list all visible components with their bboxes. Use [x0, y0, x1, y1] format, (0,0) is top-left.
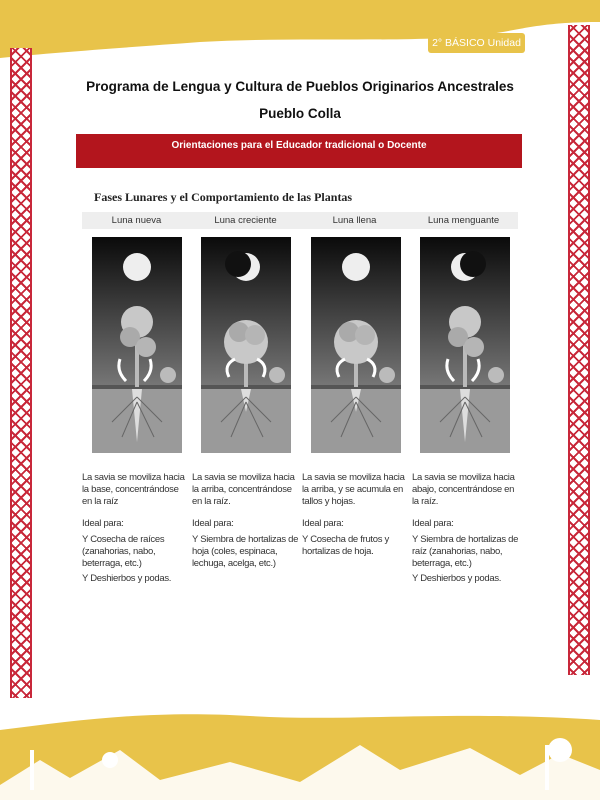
grade-badge: 2° BÁSICO Unidad 2: [428, 33, 525, 53]
left-pattern-border: [10, 48, 32, 698]
ideal-item: Y Siembra de hortalizas de hoja (coles, espinaca, lechuga, acelga, etc.): [192, 534, 299, 569]
section-banner: Orientaciones para el Educador tradicional o Docente: [76, 134, 522, 168]
ideal-label: Ideal para:: [82, 518, 124, 529]
moon-phase-illustration: [201, 237, 291, 453]
ideal-item: Y Deshierbos y podas.: [412, 573, 502, 584]
ideal-item: Y Cosecha de raíces (zanahorias, nabo, beterraga, etc.): [82, 534, 165, 569]
moon-phase-illustration: [420, 237, 510, 453]
phase-header: Luna nueva: [111, 215, 162, 226]
phase-description: La savia se moviliza hacia la arriba, concentrándose en la raíz.: [192, 472, 295, 507]
phase-header-row: [82, 212, 518, 229]
section-title: Fases Lunares y el Comportamiento de las Plantas: [94, 190, 353, 204]
ideal-item: Y Cosecha de frutos y hortalizas de hoja.: [302, 534, 389, 557]
ideal-label: Ideal para:: [192, 518, 234, 529]
phase-header: Luna creciente: [214, 215, 277, 226]
page-title: Programa de Lengua y Cultura de Pueblos Originarios Ancestrales: [86, 79, 514, 94]
moon-icon: [123, 253, 151, 281]
ideal-label: Ideal para:: [412, 518, 454, 529]
page-subtitle: Pueblo Colla: [259, 106, 341, 121]
phase-header: Luna llena: [332, 215, 377, 226]
phase-description-column: [302, 472, 410, 558]
ideal-item: Y Siembra de hortalizas de raíz (zanahorias, nabo, beterraga, etc.): [412, 534, 519, 569]
phase-description-column: [82, 472, 190, 585]
phase-description-column: [192, 472, 300, 570]
phase-description-column: [412, 472, 520, 585]
moon-icon: [342, 253, 370, 281]
phase-description: La savia se moviliza hacia la base, concentrándose en la raíz: [82, 472, 185, 507]
ideal-item: Y Deshierbos y podas.: [82, 573, 172, 584]
phase-header: Luna menguante: [427, 215, 500, 226]
ideal-label: Ideal para:: [302, 518, 344, 529]
moon-phase-illustration: [92, 237, 182, 453]
right-pattern-border: [568, 25, 590, 675]
phase-description: La savia se moviliza hacia abajo, concentrándose en la raíz.: [412, 472, 515, 507]
footer-landscape-decoration: [0, 690, 600, 800]
moon-phase-illustration: [311, 237, 401, 453]
phase-description: La savia se moviliza hacia la arriba, y se acumula en tallos y hojas.: [302, 472, 405, 507]
